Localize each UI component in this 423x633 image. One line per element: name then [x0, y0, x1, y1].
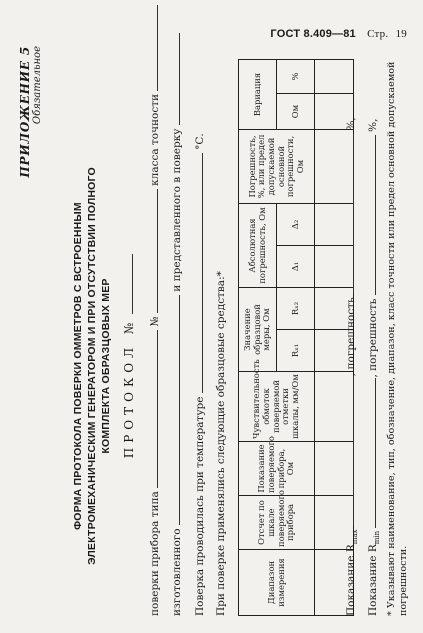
col-error: Погрешность, %, или предел допускаемой основной погрешности, Ом: [239, 130, 315, 204]
rmin-blank: [366, 378, 376, 528]
sub-ohm: Ом: [277, 94, 315, 130]
rmax-error-blank: [344, 134, 354, 294]
page-header: [270, 28, 407, 40]
submitter-blank: [170, 33, 180, 125]
protocol-number-blank: [123, 254, 133, 314]
rmax-line: Показание $R_{max}$ , погрешность %,: [345, 117, 360, 616]
manufacturer-line: изготовленного и представленного в поверку: [170, 33, 183, 616]
device-type-line: поверки прибора типа № класса точности: [148, 5, 161, 616]
appendix-subtitle: Обязательное: [32, 46, 43, 125]
sub-rx1: Rₓ₁: [277, 330, 315, 372]
standard-number: ГОСТ 8.409—81: [270, 28, 356, 40]
protocol-heading: ПРОТОКОЛ №: [122, 96, 136, 616]
manufacturer-blank: [170, 295, 180, 525]
footnote: * Указывают наименование, тип, обозначение, диапазон, класс точности или предел основной допускаемой погрешности.: [386, 61, 409, 616]
col-reading-value: Показание поверяемого прибора, Ом: [239, 442, 315, 496]
col-range: Диапазон измерения: [239, 550, 315, 616]
rmin-error-blank: [366, 135, 376, 295]
col-reading-scale: Отсчет по шкале поверяемого прибора: [239, 496, 315, 550]
accuracy-class-blank: [148, 5, 158, 91]
col-measure-group: Значение образцовой меры, Ом: [239, 288, 277, 372]
rmin-line: Показание $R_{min}$ , погрешность %,: [367, 118, 382, 616]
temperature-line: Поверка проводилась при температуре °С.: [194, 133, 206, 616]
standards-line: При поверке применялись следующие образцовые средства:*: [215, 271, 227, 616]
col-abs-error-group: Абсолютная погрешность, Ом: [239, 204, 277, 288]
page-label: Стр.: [367, 28, 389, 40]
temperature-blank: [193, 153, 203, 393]
appendix-title: ПРИЛОЖЕНИЕ 5: [18, 46, 32, 178]
device-type-blank: [148, 330, 158, 488]
serial-number-blank: [148, 189, 158, 313]
sub-delta1: Δ₁: [277, 246, 315, 288]
page-number: 19: [395, 28, 407, 40]
sub-rx2: Rₓ₂: [277, 288, 315, 330]
verification-table: [238, 59, 354, 616]
form-title-line1: ФОРМА ПРОТОКОЛА ПОВЕРКИ ОММЕТРОВ С ВСТРОЕННЫМ: [72, 202, 84, 530]
form-title-line2: ЭЛЕКТРОМЕХАНИЧЕСКИМ ГЕНЕРАТОРОМ И ПРИ ОТСУТСТВИИ ПОЛНОГО: [86, 167, 98, 565]
form-title-line3: КОМПЛЕКТА ОБРАЗЦОВЫХ МЕР: [100, 278, 112, 454]
rotated-form: [14, 46, 409, 616]
sub-delta2: Δ₂: [277, 204, 315, 246]
col-sensitivity: Чувствительность обмоток поверяемой отметки шкалы, мм/Ом: [239, 372, 315, 442]
sub-percent: %: [277, 60, 315, 94]
appendix-block: [18, 46, 43, 178]
rmax-blank: [344, 376, 354, 526]
col-variation: Вариация: [239, 60, 277, 130]
